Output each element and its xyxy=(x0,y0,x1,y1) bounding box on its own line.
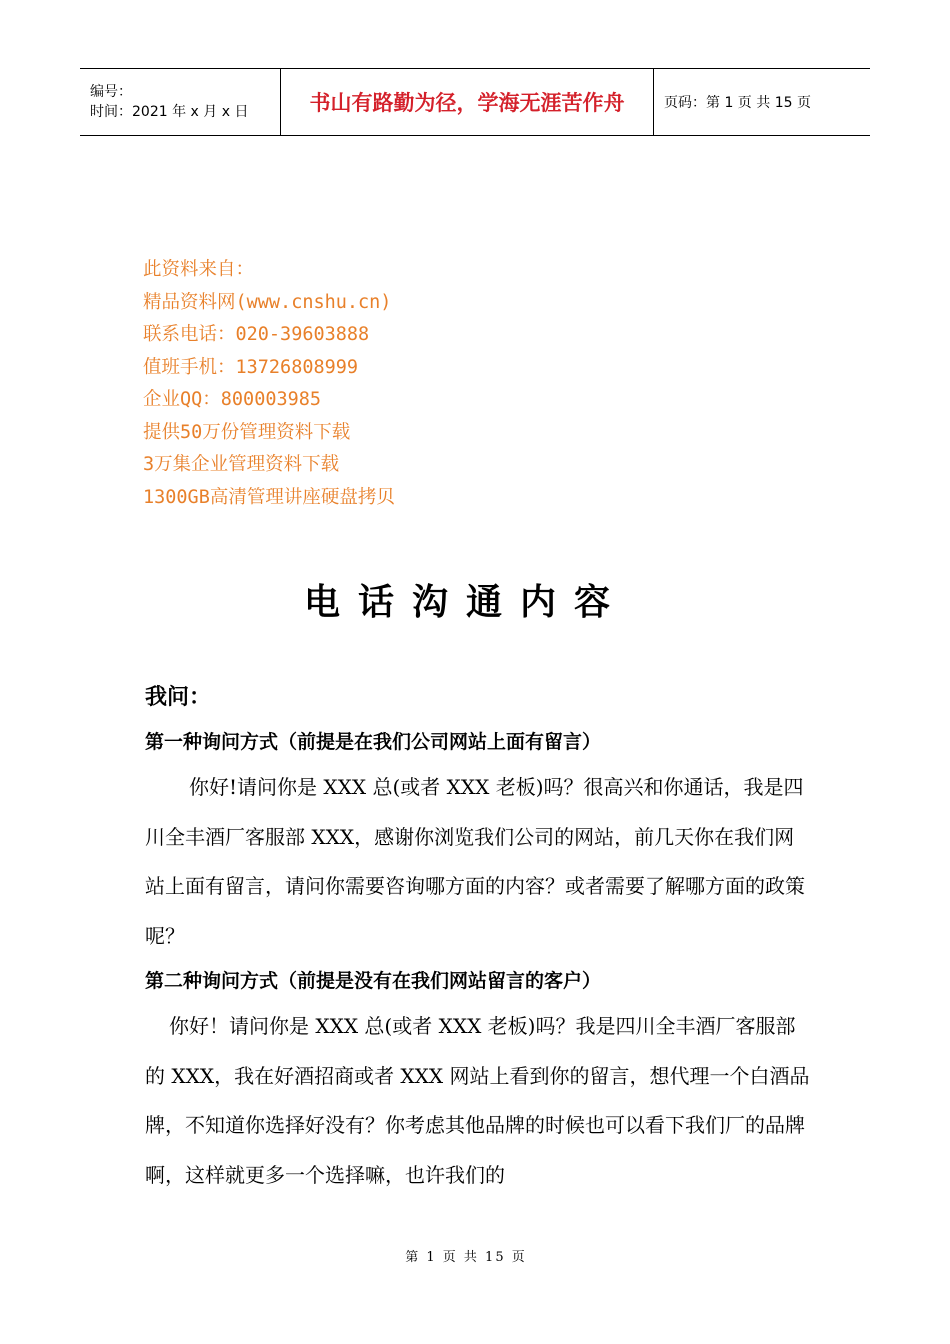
header-meta xyxy=(80,69,281,135)
page-header xyxy=(80,68,870,136)
header-time: 时间：2021 年 x 月 x 日 xyxy=(90,104,249,120)
motto-text: 书山有路勤为径，学海无涯苦作舟 xyxy=(309,91,625,115)
source-line: 联系电话：020-39603888 xyxy=(143,324,370,345)
source-line: 1300GB高清管理讲座硬盘拷贝 xyxy=(143,486,395,508)
ask-heading: 我问： xyxy=(145,685,212,710)
page-footer: 第 1 页 共 15 页 xyxy=(405,1250,527,1265)
header-number: 编号： xyxy=(90,84,132,100)
source-line: 3万集企业管理资料下载 xyxy=(143,454,340,475)
source-line: 值班手机：13726808999 xyxy=(143,356,359,378)
source-line: 精品资料网(www.cnshu.cn) xyxy=(143,291,392,313)
source-line: 企业QQ：800003985 xyxy=(143,389,322,410)
source-block xyxy=(143,254,395,514)
method2-heading: 第二种询问方式（前提是没有在我们网站留言的客户） xyxy=(145,970,602,992)
header-motto xyxy=(281,69,654,135)
document-body xyxy=(145,680,810,1200)
page-info-text: 页码：第 1 页 共 15 页 xyxy=(664,95,811,111)
source-line: 提供50万份管理资料下载 xyxy=(143,421,351,443)
source-line: 此资料来自： xyxy=(143,259,255,280)
method2-paragraph: 你好！请问你是 XXX 总(或者 XXX 老板)吗？我是四川全丰酒厂客服部的 XXX，我在好酒招商或者 XXX 网站上看到你的留言，想代理一个白酒品牌，不知道你选择好没有？你考虑其他品牌的时候也可以看下我们厂的品牌啊，这样就更多一个选择嘛，也许我们的 xyxy=(145,1014,810,1187)
header-page-info xyxy=(654,69,870,135)
method1-paragraph: 你好!请问你是 XXX 总(或者 XXX 老板)吗？很高兴和你通话，我是四川全丰酒厂客服部 XXX，感谢你浏览我们公司的网站，前几天你在我们网站上面有留言，请问你需要咨询哪方面的内容？或者需要了解哪方面的政策呢？ xyxy=(145,775,805,948)
method1-heading: 第一种询问方式（前提是在我们公司网站上面有留言） xyxy=(145,731,602,753)
document-title: 电话沟通内容 xyxy=(303,582,628,623)
